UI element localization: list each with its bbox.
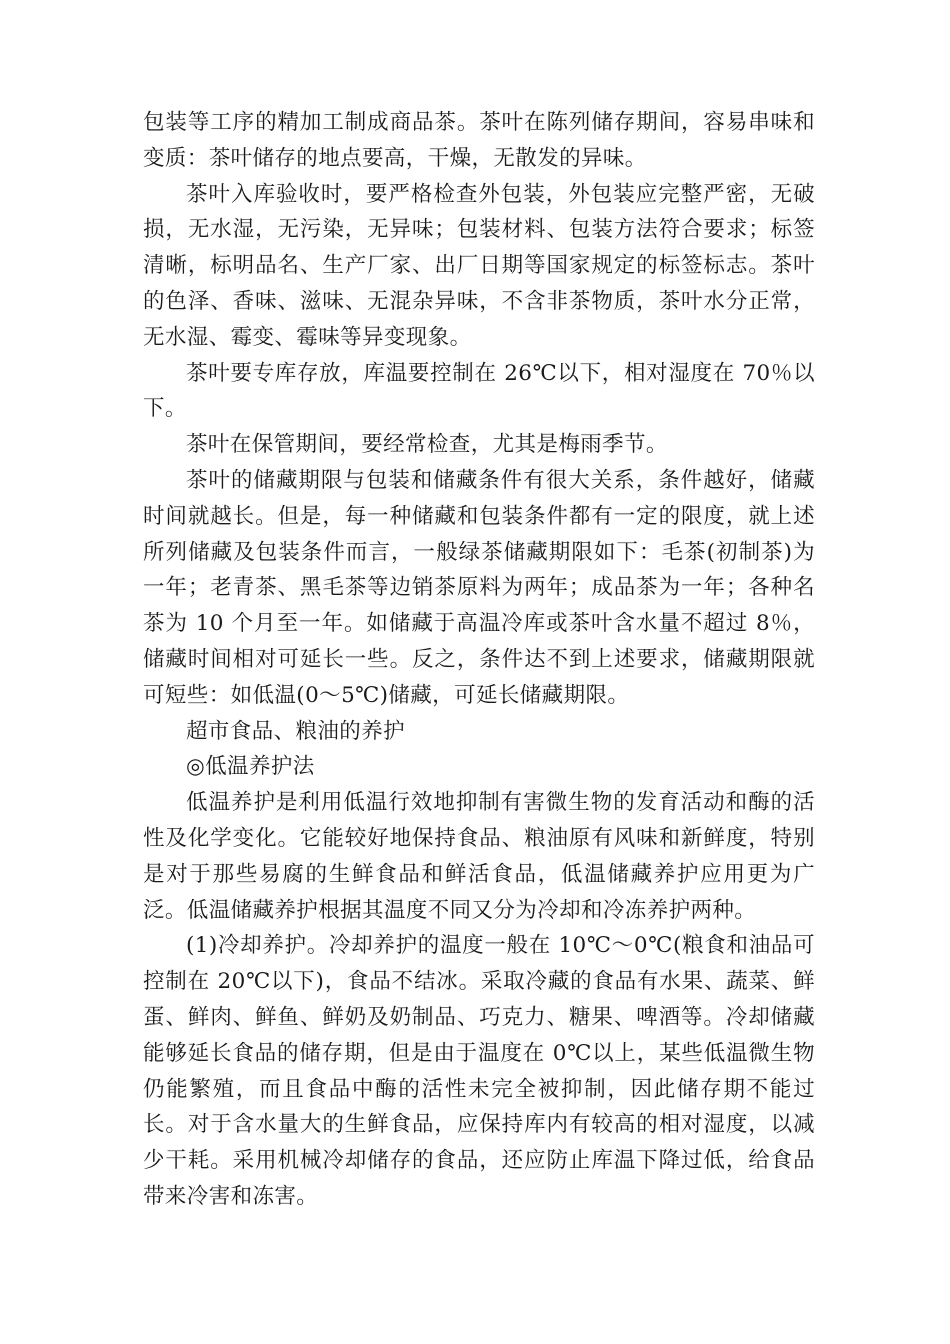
section-heading: 超市食品、粮油的养护 (186, 718, 406, 744)
document-body (143, 105, 815, 1215)
paragraph-inspection: 茶叶入库验收时，要严格检查外包装，外包装应完整严密，无破损，无水湿，无污染，无异味；包装材料、包装方法符合要求；标签清晰，标明品名、生产厂家、出厂日期等国家规定的标签标志。茶叶的色泽、香味、滋味、无混杂异味，不含非茶物质，茶叶水分正常，无水湿、霉变、霉味等异变现象。 (143, 181, 815, 350)
paragraph-storage-duration: 茶叶的储藏期限与包装和储藏条件有很大关系，条件越好，储藏时间就越长。但是，每一种储藏和包装条件都有一定的限度，就上述所列储藏及包装条件而言，一般绿茶储藏期限如下：毛茶(初制茶)为一年；老青茶、黑毛茶等边销茶原料为两年；成品茶为一年；各种名茶为 10 个月至一年。如储藏于高温冷库或茶叶含水量不超过 8％，储藏时间相对可延长一些。反之，条件达不到上述要求，储藏期限就可短些：如低温(0～5℃)储藏，可延长储藏期限。 (143, 467, 815, 708)
paragraph-storage-conditions: 茶叶要专库存放，库温要控制在 26℃以下，相对湿度在 70％以下。 (143, 360, 815, 422)
paragraph-cooling: (1)冷却养护。冷却养护的温度一般在 10℃～0℃(粮食和油品可控制在 20℃以下)，食品不结冰。采取冷藏的食品有水果、蔬菜、鲜蛋、鲜肉、鲜鱼、鲜奶及奶制品、巧克力、糖果、啤酒等。冷却储藏能够延长食品的储存期，但是由于温度在 0℃以上，某些低温微生物仍能繁殖，而且食品中酶的活性未完全被抑制，因此储存期不能过长。对于含水量大的生鲜食品，应保持库内有较高的相对湿度，以减少干耗。采用机械冷却储存的食品，还应防止库温下降过低，给食品带来冷害和冻害。 (143, 933, 815, 1209)
paragraph-low-temperature: 低温养护是利用低温行效地抑制有害微生物的发育活动和酶的活性及化学变化。它能较好地保持食品、粮油原有风味和新鲜度，特别是对于那些易腐的生鲜食品和鲜活食品，低温储藏养护应用更为广泛。低温储藏养护根据其温度不同又分为冷却和冷冻养护两种。 (143, 790, 815, 923)
subsection-heading: ◎低温养护法 (186, 754, 315, 780)
paragraph-continuation: 包装等工序的精加工制成商品茶。茶叶在陈列储存期间，容易串味和变质：茶叶储存的地点要高，干燥，无散发的异味。 (143, 110, 815, 171)
paragraph-inspection-period: 茶叶在保管期间，要经常检查，尤其是梅雨季节。 (186, 432, 668, 458)
